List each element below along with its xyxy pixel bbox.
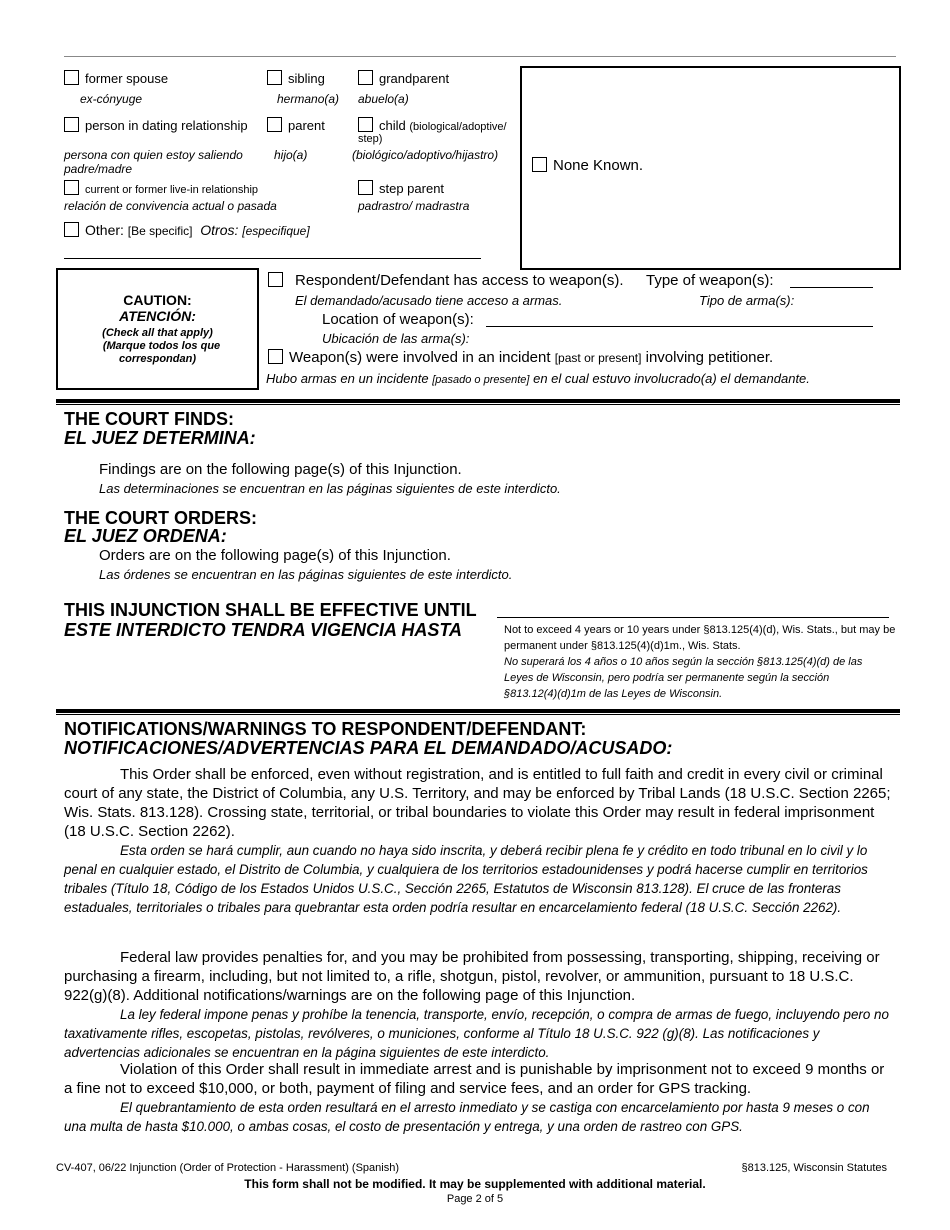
checkbox[interactable] <box>358 180 373 195</box>
caution-check: (Check all that apply) <box>102 327 213 339</box>
label-es: Otros: <box>200 222 239 238</box>
notification-p1: This Order shall be enforced, even without registration, and is entitled to full faith and credit in every civil or criminal court of any state, the District of Columbia, any U.S. Territory, and may be enforced by Tribal Lands (18 U.S.C. Section 2265; Wis. Stats. 813.128). Crossing state, territorial, or tribal boundaries to violate this Order may result in federal imprisonment (18 U.S.C. Section 2262). <box>64 766 891 840</box>
label: person in dating relationship <box>85 118 248 133</box>
effective-title: THIS INJUNCTION SHALL BE EFFECTIVE UNTIL <box>64 600 477 620</box>
cb-parent[interactable] <box>267 117 325 133</box>
cb-child[interactable] <box>358 117 507 133</box>
caution-check-es: (Marque todos los que <box>102 340 221 352</box>
label: grandparent <box>379 71 450 86</box>
weapon-type-es: Tipo de arma(s): <box>699 293 795 308</box>
finds-title: THE COURT FINDS: <box>64 409 234 429</box>
label: step parent <box>379 181 445 196</box>
weapon-access-es: El demandado/acusado tiene acceso a armas. <box>295 293 563 308</box>
effective-note <box>504 622 895 702</box>
cb-weapon-access[interactable] <box>268 272 624 289</box>
label-small: [past or present] <box>554 351 642 365</box>
section-rule-thin <box>56 404 900 405</box>
label: Hubo armas en un incidente <box>266 371 429 386</box>
cb-former-spouse[interactable] <box>64 70 168 86</box>
cb-weapon-incident[interactable] <box>268 349 773 366</box>
notifications-title: NOTIFICATIONS/WARNINGS TO RESPONDENT/DEFENDANT: <box>64 719 587 739</box>
label: Respondent/Defendant has access to weapon(s). <box>295 272 624 289</box>
cb-livein[interactable] <box>64 180 258 196</box>
checkbox[interactable] <box>532 157 547 172</box>
finds-text: Findings are on the following page(s) of this Injunction. <box>99 461 462 478</box>
orders-title-es: EL JUEZ ORDENA: <box>64 526 227 546</box>
checkbox[interactable] <box>268 349 283 364</box>
checkbox[interactable] <box>268 272 283 287</box>
checkbox[interactable] <box>267 70 282 85</box>
note-line-es: Leyes de Wisconsin, pero podría ser permanente según la sección <box>504 672 830 684</box>
cb-grandparent[interactable] <box>358 70 449 86</box>
note-line: permanent under §813.125(4)(d)1m., Wis. Stats. <box>504 640 741 652</box>
footer-notice: This form shall not be modified. It may be supplemented with additional material. <box>244 1177 706 1191</box>
weapon-type-line[interactable] <box>790 287 873 288</box>
checkbox[interactable] <box>64 117 79 132</box>
label-es: persona con quien estoy saliendo <box>64 148 243 162</box>
label-es: padre/madre <box>64 162 133 176</box>
label-es: ex-cónyuge <box>80 92 143 106</box>
caution-title-es: ATENCIÓN: <box>119 308 196 324</box>
orders-text: Orders are on the following page(s) of this Injunction. <box>99 547 451 564</box>
label: sibling <box>288 71 325 86</box>
label: current or former live-in relationship <box>85 184 259 196</box>
notification-p2-es: La ley federal impone penas y prohíbe la tenencia, transporte, envío, recepción, o compra de armas de fuego, incluyendo pero no taxativamente rifles, escopetas, pistolas, revólveres, o municiones, conforme al Título 18 U.S.C. 922 (g)(8). Las notificaciones y advertencias adicionales se encuentran en la página siguientes de este interdicto. <box>64 1007 889 1060</box>
label-es: padrastro/ madrastra <box>358 199 470 213</box>
note-es: [especifique] <box>242 224 310 238</box>
label-es: abuelo(a) <box>358 92 409 106</box>
cb-sibling[interactable] <box>267 70 325 86</box>
footer-statute: §813.125, Wisconsin Statutes <box>741 1162 887 1174</box>
notification-p2: Federal law provides penalties for, and you may be prohibited from possessing, transporting, shipping, receiving or purchasing a firearm, including, but not limited to, a rifle, shotgun, pistol, revolver, or ammunition, pursuant to 18 U.S.C. 922(g)(8). Additional notifications/warnings are on the following page of this Injunction. <box>64 949 880 1004</box>
checkbox[interactable] <box>64 180 79 195</box>
section-rule-thin <box>56 714 900 715</box>
finds-text-es: Las determinaciones se encuentran en las páginas siguientes de este interdicto. <box>99 481 561 496</box>
checkbox[interactable] <box>267 117 282 132</box>
effective-title-es: ESTE INTERDICTO TENDRA VIGENCIA HASTA <box>64 620 463 640</box>
label-small: [pasado o presente] <box>432 374 530 386</box>
label-es: hermano(a) <box>277 92 340 106</box>
note-line-es: §813.12(4)(d)1m de las Leyes de Wisconsin. <box>504 688 723 700</box>
label: parent <box>288 118 325 133</box>
weapon-location-es: Ubicación de las arma(s): <box>322 331 470 346</box>
notifications-title-es: NOTIFICACIONES/ADVERTENCIAS PARA EL DEMANDADO/ACUSADO: <box>64 738 673 758</box>
label: en el cual estuvo involucrado(a) el demandante. <box>533 371 810 386</box>
weapon-type-label: Type of weapon(s): <box>646 272 774 289</box>
footer-page: Page 2 of 5 <box>446 1193 504 1205</box>
section-rule <box>56 399 900 403</box>
cb-step-parent[interactable] <box>358 180 444 196</box>
orders-text-es: Las órdenes se encuentran en las páginas siguientes de este interdicto. <box>99 567 513 582</box>
cb-other[interactable] <box>64 222 310 238</box>
weapon-incident-es <box>266 371 810 386</box>
checkbox[interactable] <box>358 70 373 85</box>
caution-title: CAUTION: <box>123 292 192 308</box>
label: child <box>379 118 406 133</box>
weapon-location-line[interactable] <box>486 326 873 327</box>
checkbox[interactable] <box>64 222 79 237</box>
note-line: Not to exceed 4 years or 10 years under §813.125(4)(d), Wis. Stats., but may be <box>504 624 896 636</box>
section-rule <box>56 709 900 713</box>
label: Weapon(s) were involved in an incident <box>289 349 551 366</box>
label-es: (biológico/adoptivo/hijastro) <box>352 148 499 162</box>
note: [Be specific] <box>127 224 193 238</box>
note-line-es: No superará los 4 años o 10 años según la sección §813.125(4)(d) de las <box>504 656 863 668</box>
label: former spouse <box>85 71 169 86</box>
label-es: relación de convivencia actual o pasada <box>64 199 277 213</box>
label: Other: <box>85 222 124 238</box>
top-rule <box>64 56 896 57</box>
orders-title: THE COURT ORDERS: <box>64 508 257 528</box>
label: None Known. <box>553 157 644 174</box>
finds-title-es: EL JUEZ DETERMINA: <box>64 428 256 448</box>
caution-check-es2: correspondan) <box>118 353 196 365</box>
note: (biological/adoptive/ <box>409 121 507 133</box>
notification-p1-es: Esta orden se hará cumplir, aun cuando no haya sido inscrita, y deberá recibir plena fe y crédito en todo tribunal en lo civil y lo penal en cualquier estado, el Distrito de Columbia, y cualquiera de los territorios estadounidenses y podrá hacerse cumplir en territorios tribales (Título 18, Código de los Estados Unidos U.S.C., Sección 2265, Estatutos de Wisconsin 813.128). El cruce de las fronteras estaduales, territoriales o tribales para quebrantar esta orden podría resultar en encarcelamiento federal (18 U.S.C. Sección 2262). <box>64 843 868 915</box>
note: step) <box>358 133 383 145</box>
weapon-location-label: Location of weapon(s): <box>322 311 474 328</box>
checkbox[interactable] <box>64 70 79 85</box>
cb-dating[interactable] <box>64 117 248 133</box>
other-line[interactable] <box>64 258 481 259</box>
notification-p3-es: El quebrantamiento de esta orden resultará en el arresto inmediato y se castiga con encarcelamiento por hasta 9 meses o con una multa de hasta $10.000, o ambas cosas, el costo de presentación y entrega, y una orden de rastreo con GPS. <box>64 1100 870 1134</box>
footer-form-id: CV-407, 06/22 Injunction (Order of Protection - Harassment) (Spanish) <box>56 1162 399 1174</box>
effective-date-line[interactable] <box>497 617 889 618</box>
label: involving petitioner. <box>645 349 774 366</box>
notification-p3: Violation of this Order shall result in immediate arrest and is punishable by imprisonment not to exceed 9 months or a fine not to exceed $10,000, or both, payment of filing and service fees, and an order for GPS tracking. <box>64 1061 885 1097</box>
checkbox[interactable] <box>358 117 373 132</box>
label-es: hijo(a) <box>274 148 308 162</box>
cb-none-known[interactable] <box>532 157 643 174</box>
